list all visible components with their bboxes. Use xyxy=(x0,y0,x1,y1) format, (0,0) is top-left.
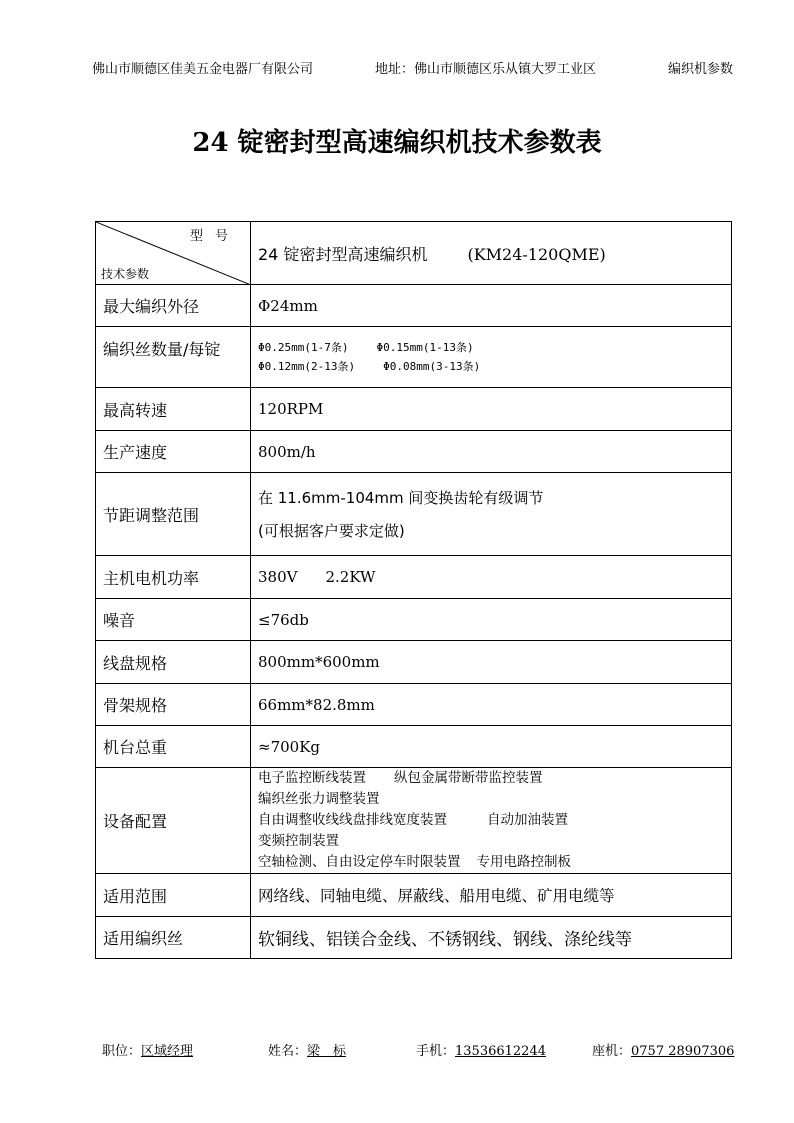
row-value xyxy=(251,768,732,874)
name-value: 梁 标 xyxy=(307,1044,347,1059)
row-value: Φ24mm xyxy=(251,285,732,327)
equipment-item: 空轴检测、自由设定停车时限装置 xyxy=(258,854,461,870)
wire-spec: Φ0.25mm(1-7条) xyxy=(258,341,349,354)
name-label: 姓名： xyxy=(268,1044,308,1059)
motor-voltage: 380V xyxy=(258,568,298,586)
wire-spec: Φ0.15mm(1-13条) xyxy=(376,341,474,354)
corner-model-label: 型号 xyxy=(189,229,240,244)
row-value: 66mm*82.8mm xyxy=(251,684,732,726)
table-row xyxy=(96,768,732,874)
table-row xyxy=(96,874,732,917)
table-row xyxy=(96,599,732,641)
row-label: 适用编织丝 xyxy=(96,917,251,959)
row-label: 适用范围 xyxy=(96,874,251,917)
page-title: 24 锭密封型高速编织机技术参数表 xyxy=(192,128,602,158)
position-label: 职位： xyxy=(102,1044,142,1059)
wire-spec: Φ0.08mm(3-13条) xyxy=(383,360,481,373)
row-value: 网络线、同轴电缆、屏蔽线、船用电缆、矿用电缆等 xyxy=(251,874,732,917)
row-value: 800mm*600mm xyxy=(251,641,732,684)
spec-table xyxy=(95,221,732,959)
row-value xyxy=(251,556,732,599)
row-value: 软铜线、铝镁合金线、不锈钢线、钢线、涤纶线等 xyxy=(251,917,732,959)
model-name: 24 锭密封型高速编织机 xyxy=(258,244,428,264)
position-value: 区域经理 xyxy=(141,1044,194,1059)
equipment-item: 电子监控断线装置 xyxy=(258,770,366,786)
row-value: ≤76db xyxy=(251,599,732,641)
table-row xyxy=(96,917,732,959)
table-row xyxy=(96,684,732,726)
footer-name xyxy=(268,1040,346,1059)
row-label: 机台总重 xyxy=(96,726,251,768)
mobile-label: 手机： xyxy=(416,1044,456,1059)
row-value: ≈700Kg xyxy=(251,726,732,768)
model-cell xyxy=(251,222,732,285)
table-row xyxy=(96,388,732,431)
footer-phone xyxy=(592,1040,734,1059)
row-value: 120RPM xyxy=(251,388,732,431)
corner-params-label: 技术参数 xyxy=(101,267,150,281)
phone-value: 0757 28907306 xyxy=(631,1044,735,1059)
equipment-item: 变频控制装置 xyxy=(258,833,339,849)
row-label: 噪音 xyxy=(96,599,251,641)
row-label: 最高转速 xyxy=(96,388,251,431)
equipment-item: 专用电路控制板 xyxy=(476,854,571,870)
row-label: 最大编织外径 xyxy=(96,285,251,327)
equipment-item: 自动加油装置 xyxy=(487,812,568,828)
phone-label: 座机： xyxy=(592,1044,632,1059)
header-doc-type: 编织机参数 xyxy=(668,62,734,77)
row-value xyxy=(251,327,732,388)
footer-position xyxy=(102,1040,193,1059)
pitch-range: 在 11.6mm-104mm 间变换齿轮有级调节 xyxy=(258,489,544,507)
header-address: 地址：佛山市顺德区乐从镇大罗工业区 xyxy=(375,62,597,77)
equipment-item: 纵包金属带断带监控装置 xyxy=(394,770,543,786)
table-row xyxy=(96,473,732,556)
header-company: 佛山市顺德区佳美五金电器厂有限公司 xyxy=(92,62,314,77)
mobile-value: 13536612244 xyxy=(455,1044,546,1059)
row-label: 线盘规格 xyxy=(96,641,251,684)
table-row xyxy=(96,285,732,327)
row-label: 设备配置 xyxy=(96,768,251,874)
equipment-item: 自由调整收线线盘排线宽度装置 xyxy=(258,812,447,828)
table-row xyxy=(96,726,732,768)
row-label: 生产速度 xyxy=(96,431,251,473)
corner-header-cell xyxy=(96,222,251,285)
row-label: 骨架规格 xyxy=(96,684,251,726)
wire-spec: Φ0.12mm(2-13条) xyxy=(258,360,356,373)
equipment-item: 编织丝张力调整装置 xyxy=(258,791,380,807)
row-label: 主机电机功率 xyxy=(96,556,251,599)
table-row xyxy=(96,222,732,285)
row-value xyxy=(251,473,732,556)
row-label: 编织丝数量/每锭 xyxy=(96,327,251,388)
footer-mobile xyxy=(416,1040,546,1059)
pitch-note: (可根据客户要求定做) xyxy=(258,522,405,540)
model-code: (KM24-120QME) xyxy=(467,244,606,264)
row-value: 800m/h xyxy=(251,431,732,473)
table-row xyxy=(96,431,732,473)
row-label: 节距调整范围 xyxy=(96,473,251,556)
motor-power: 2.2KW xyxy=(325,568,376,586)
table-row xyxy=(96,327,732,388)
table-row xyxy=(96,641,732,684)
table-row xyxy=(96,556,732,599)
